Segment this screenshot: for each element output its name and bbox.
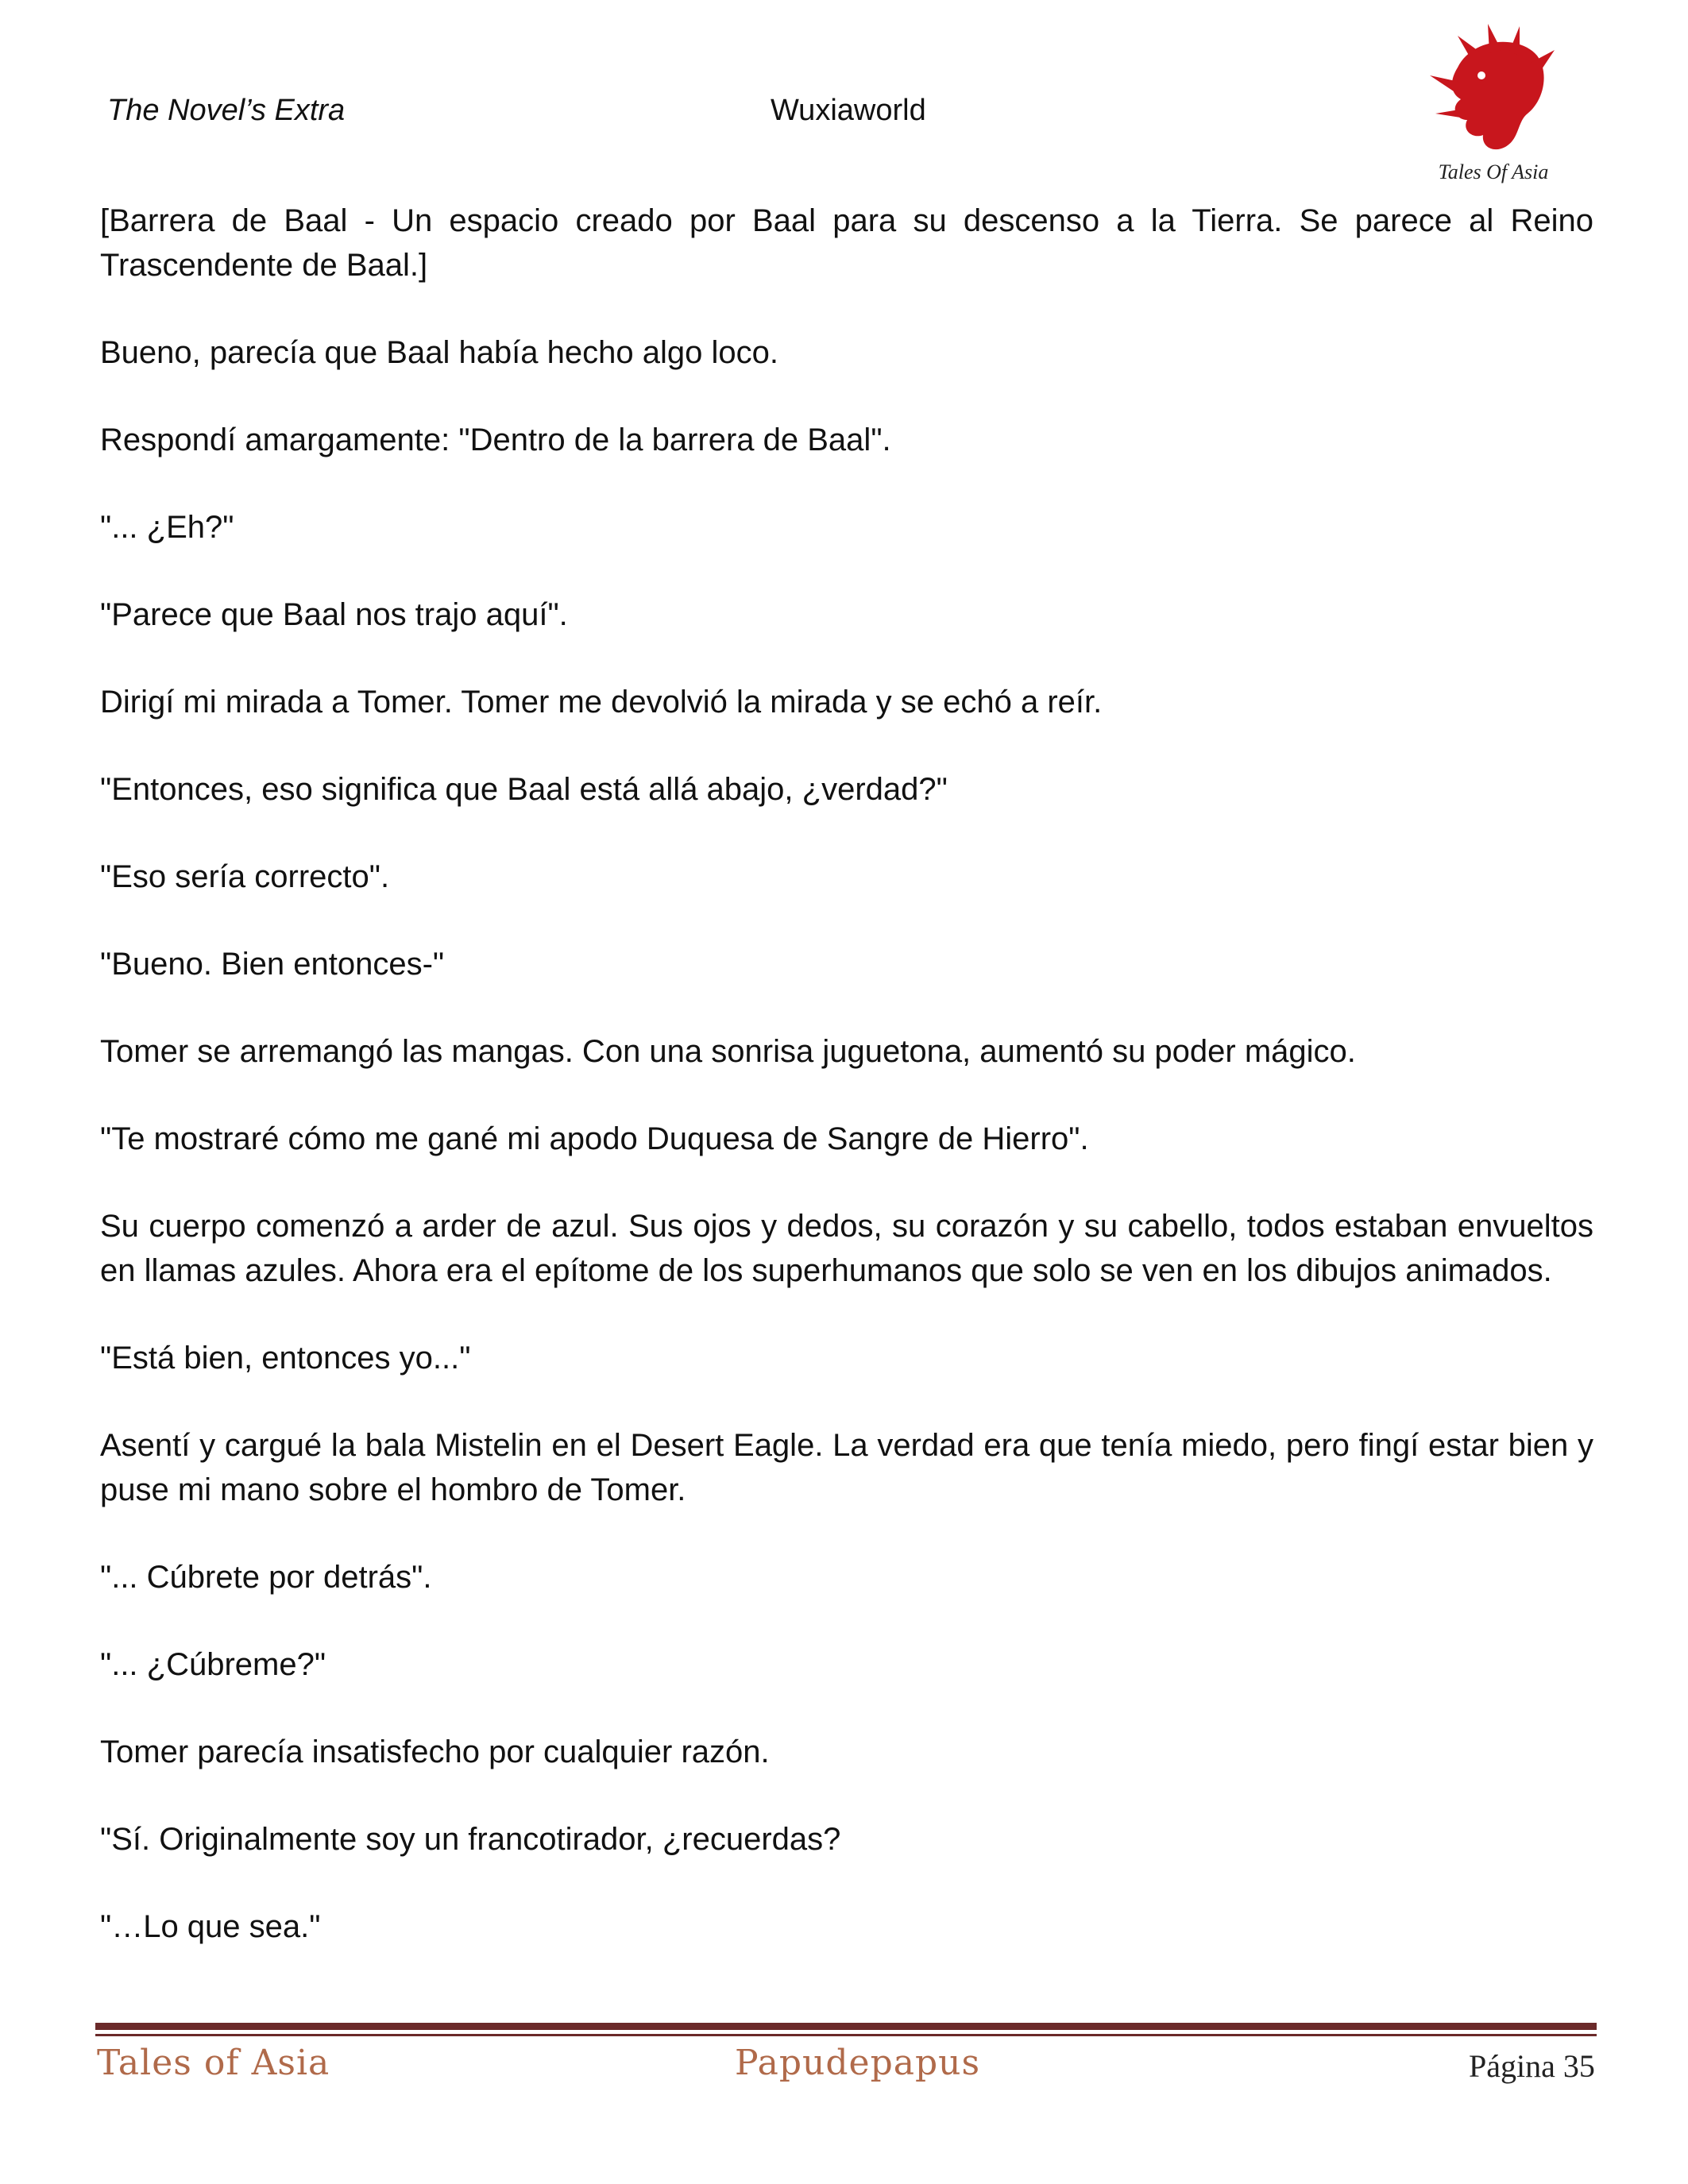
paragraph: "... Cúbrete por detrás". [100, 1560, 432, 1595]
page-content [100, 199, 1593, 1949]
paragraph: Dirigí mi mirada a Tomer. Tomer me devolvió la mirada y se echó a reír. [100, 685, 1103, 720]
paragraph: "Está bien, entonces yo..." [100, 1341, 471, 1376]
paragraph: Tomer parecía insatisfecho por cualquier razón. [100, 1734, 770, 1769]
paragraph: "Parece que Baal nos trajo aquí". [100, 597, 568, 632]
footer-publisher: Tales of Asia [97, 2043, 330, 2083]
paragraph: Su cuerpo comenzó a arder de azul. Sus ojos y dedos, su corazón y su cabello, todos estaban envueltos en llamas azules. Ahora era el epítome de los superhumanos que solo se ven en los dibujos animados. [100, 1209, 1593, 1288]
paragraph: Tomer se arremangó las mangas. Con una sonrisa juguetona, aumentó su poder mágico. [100, 1034, 1356, 1069]
page-number: Página 35 [1469, 2048, 1595, 2084]
site-name: Wuxiaworld [771, 94, 926, 127]
footer-translator: Papudepapus [735, 2043, 981, 2083]
paragraph: Respondí amargamente: "Dentro de la barrera de Baal". [100, 423, 891, 457]
paragraph: "... ¿Eh?" [100, 510, 234, 545]
paragraph: "Eso sería correcto". [100, 859, 390, 894]
paragraph: "... ¿Cúbreme?" [100, 1647, 326, 1682]
paragraph: [Barrera de Baal - Un espacio creado por Baal para su descenso a la Tierra. Se parece al Reino Trascendente de Baal.] [100, 203, 1593, 283]
footer-rule-thin [95, 2034, 1597, 2036]
paragraph: Asentí y cargué la bala Mistelin en el Desert Eagle. La verdad era que tenía miedo, pero fingí estar bien y puse mi mano sobre el hombro de Tomer. [100, 1428, 1593, 1507]
paragraph: "Sí. Originalmente soy un francotirador, ¿recuerdas? [100, 1822, 841, 1857]
paragraph: Bueno, parecía que Baal había hecho algo loco. [100, 335, 778, 370]
paragraph: "…Lo que sea." [100, 1909, 321, 1944]
paragraph: "Entonces, eso significa que Baal está allá abajo, ¿verdad?" [100, 772, 948, 807]
paragraph: "Te mostraré cómo me gané mi apodo Duquesa de Sangre de Hierro". [100, 1121, 1089, 1156]
logo-text: Tales Of Asia [1438, 160, 1549, 183]
footer-rule [95, 2023, 1597, 2030]
red-dragon-logo [1426, 20, 1561, 187]
paragraph: "Bueno. Bien entonces-" [100, 947, 445, 982]
novel-title: The Novel’s Extra [107, 94, 346, 127]
